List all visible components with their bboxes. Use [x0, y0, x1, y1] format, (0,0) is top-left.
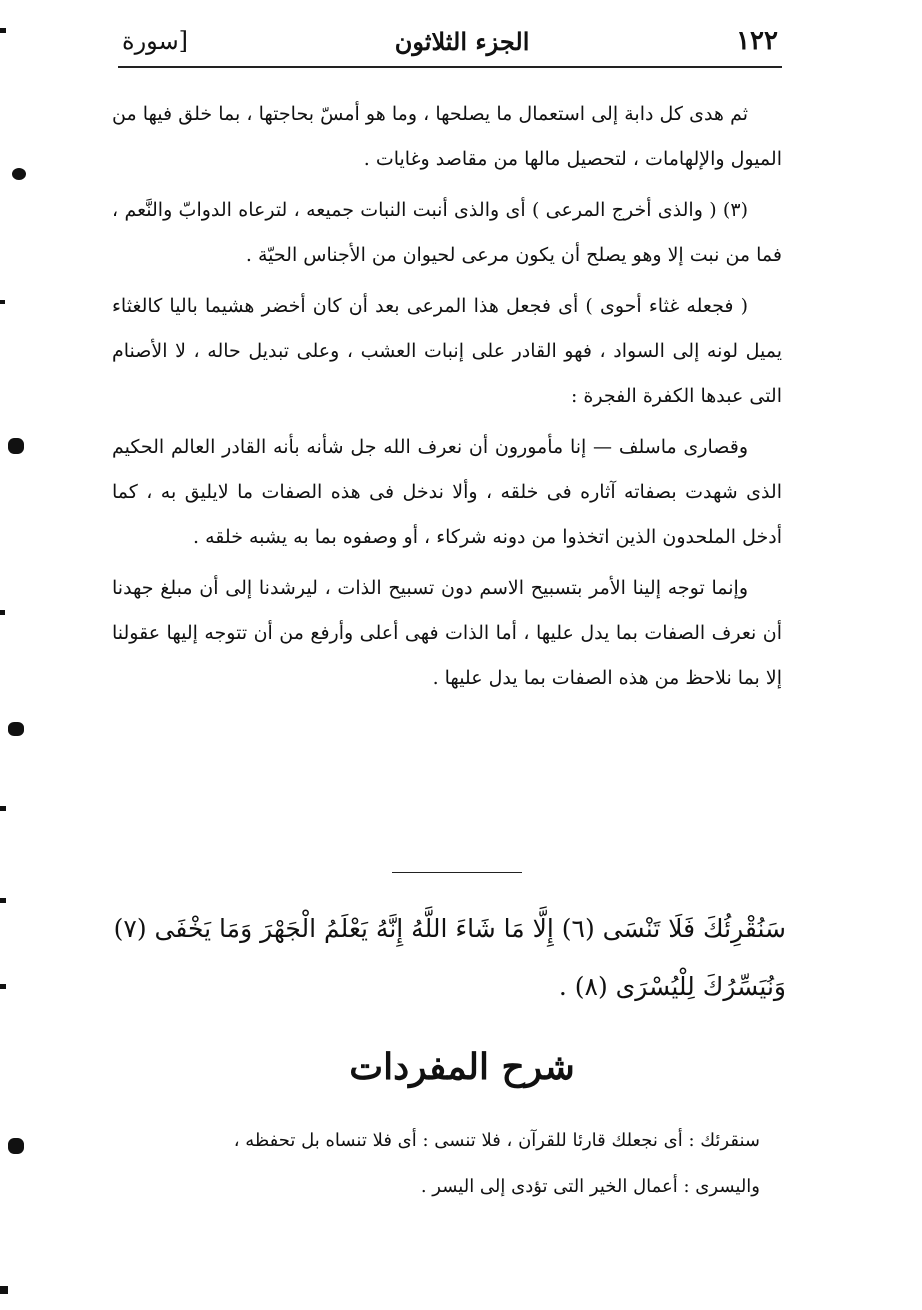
scan-edge-mark — [12, 168, 26, 180]
glossary — [112, 1118, 782, 1210]
header-divider — [118, 66, 782, 68]
scan-edge-mark — [8, 722, 24, 736]
part-title: الجزء الثلاثون — [394, 26, 530, 56]
section-heading: شرح المفردات — [349, 1046, 575, 1088]
page-number: ١٢٢ — [736, 26, 778, 56]
scan-edge-mark — [0, 984, 6, 989]
glossary-entry: واليسرى : أعمال الخير التى تؤدى إلى اليسر . — [420, 1176, 760, 1197]
scan-edge-mark — [0, 806, 6, 811]
scan-edge-mark — [0, 1286, 8, 1294]
verse-line: سَنُقْرِئُكَ فَلَا تَنْسَى (٦) إِلَّا مَا شَاءَ اللَّهُ إِنَّهُ يَعْلَمُ الْجَهْرَ وَمَا يَخْفَى (٧) — [113, 914, 786, 943]
commentary-text — [112, 92, 782, 701]
scan-edge-mark — [0, 898, 6, 903]
surah-label: [سورة — [122, 27, 189, 55]
paragraph: ثم هدى كل دابة إلى استعمال ما يصلحها ، وما هو أمسّ بحاجتها ، بما خلق فيها من الميول والإلهامات ، لتحصيل مالها من مقاصد وغايات . — [112, 103, 782, 170]
scan-edge-mark — [8, 1138, 24, 1154]
paragraph: وإنما توجه إلينا الأمر بتسبيح الاسم دون تسبيح الذات ، ليرشدنا إلى أن مبلغ جهدنا أن نعرف الصفات بما يدل عليها ، أما الذات فهى أعلى وأرفع من أن تتوجه إليها عقولنا إلا بما نلاحظ من هذه الصفات بما يدل عليها . — [112, 577, 782, 689]
glossary-entry: سنقرئك : أى نجعلك قارئا للقرآن ، فلا تنسى : أى فلا تنساه بل تحفظه ، — [233, 1130, 760, 1151]
page-header — [122, 18, 778, 64]
scan-edge-mark — [0, 28, 6, 33]
paragraph: ( فجعله غثاء أحوى ) أى فجعل هذا المرعى بعد أن كان أخضر هشيما باليا كالغثاء يميل لونه إلى السواد ، فهو القادر على إنبات العشب ، وعلى تبديل حاله ، لا الأصنام التى عبدها الكفرة الفجرة : — [112, 295, 782, 407]
paragraph: (٣) ( والذى أخرج المرعى ) أى والذى أنبت النبات جميعه ، لترعاه الدوابّ والنَّعم ، فما من نبت إلا وهو يصلح أن يكون مرعى لحيوان من الأجناس الحيّة . — [112, 199, 782, 266]
section-divider — [392, 872, 522, 873]
quran-verse — [110, 900, 786, 1016]
verse-line: وَنُيَسِّرُكَ لِلْيُسْرَى (٨) . — [558, 972, 786, 1001]
paragraph: وقصارى ماسلف — إنا مأمورون أن نعرف الله جل شأنه بأنه القادر العالم الحكيم الذى شهدت بصفاته آثاره فى خلقه ، وألا ندخل فى هذه الصفات ما لايليق به ، كما أدخل الملحدون الذين اتخذوا من دونه شركاء ، أو وصفوه بما به يشبه خلقه . — [112, 436, 782, 548]
scan-edge-mark — [8, 438, 24, 454]
scan-edge-mark — [0, 610, 5, 615]
scan-edge-mark — [0, 300, 5, 304]
